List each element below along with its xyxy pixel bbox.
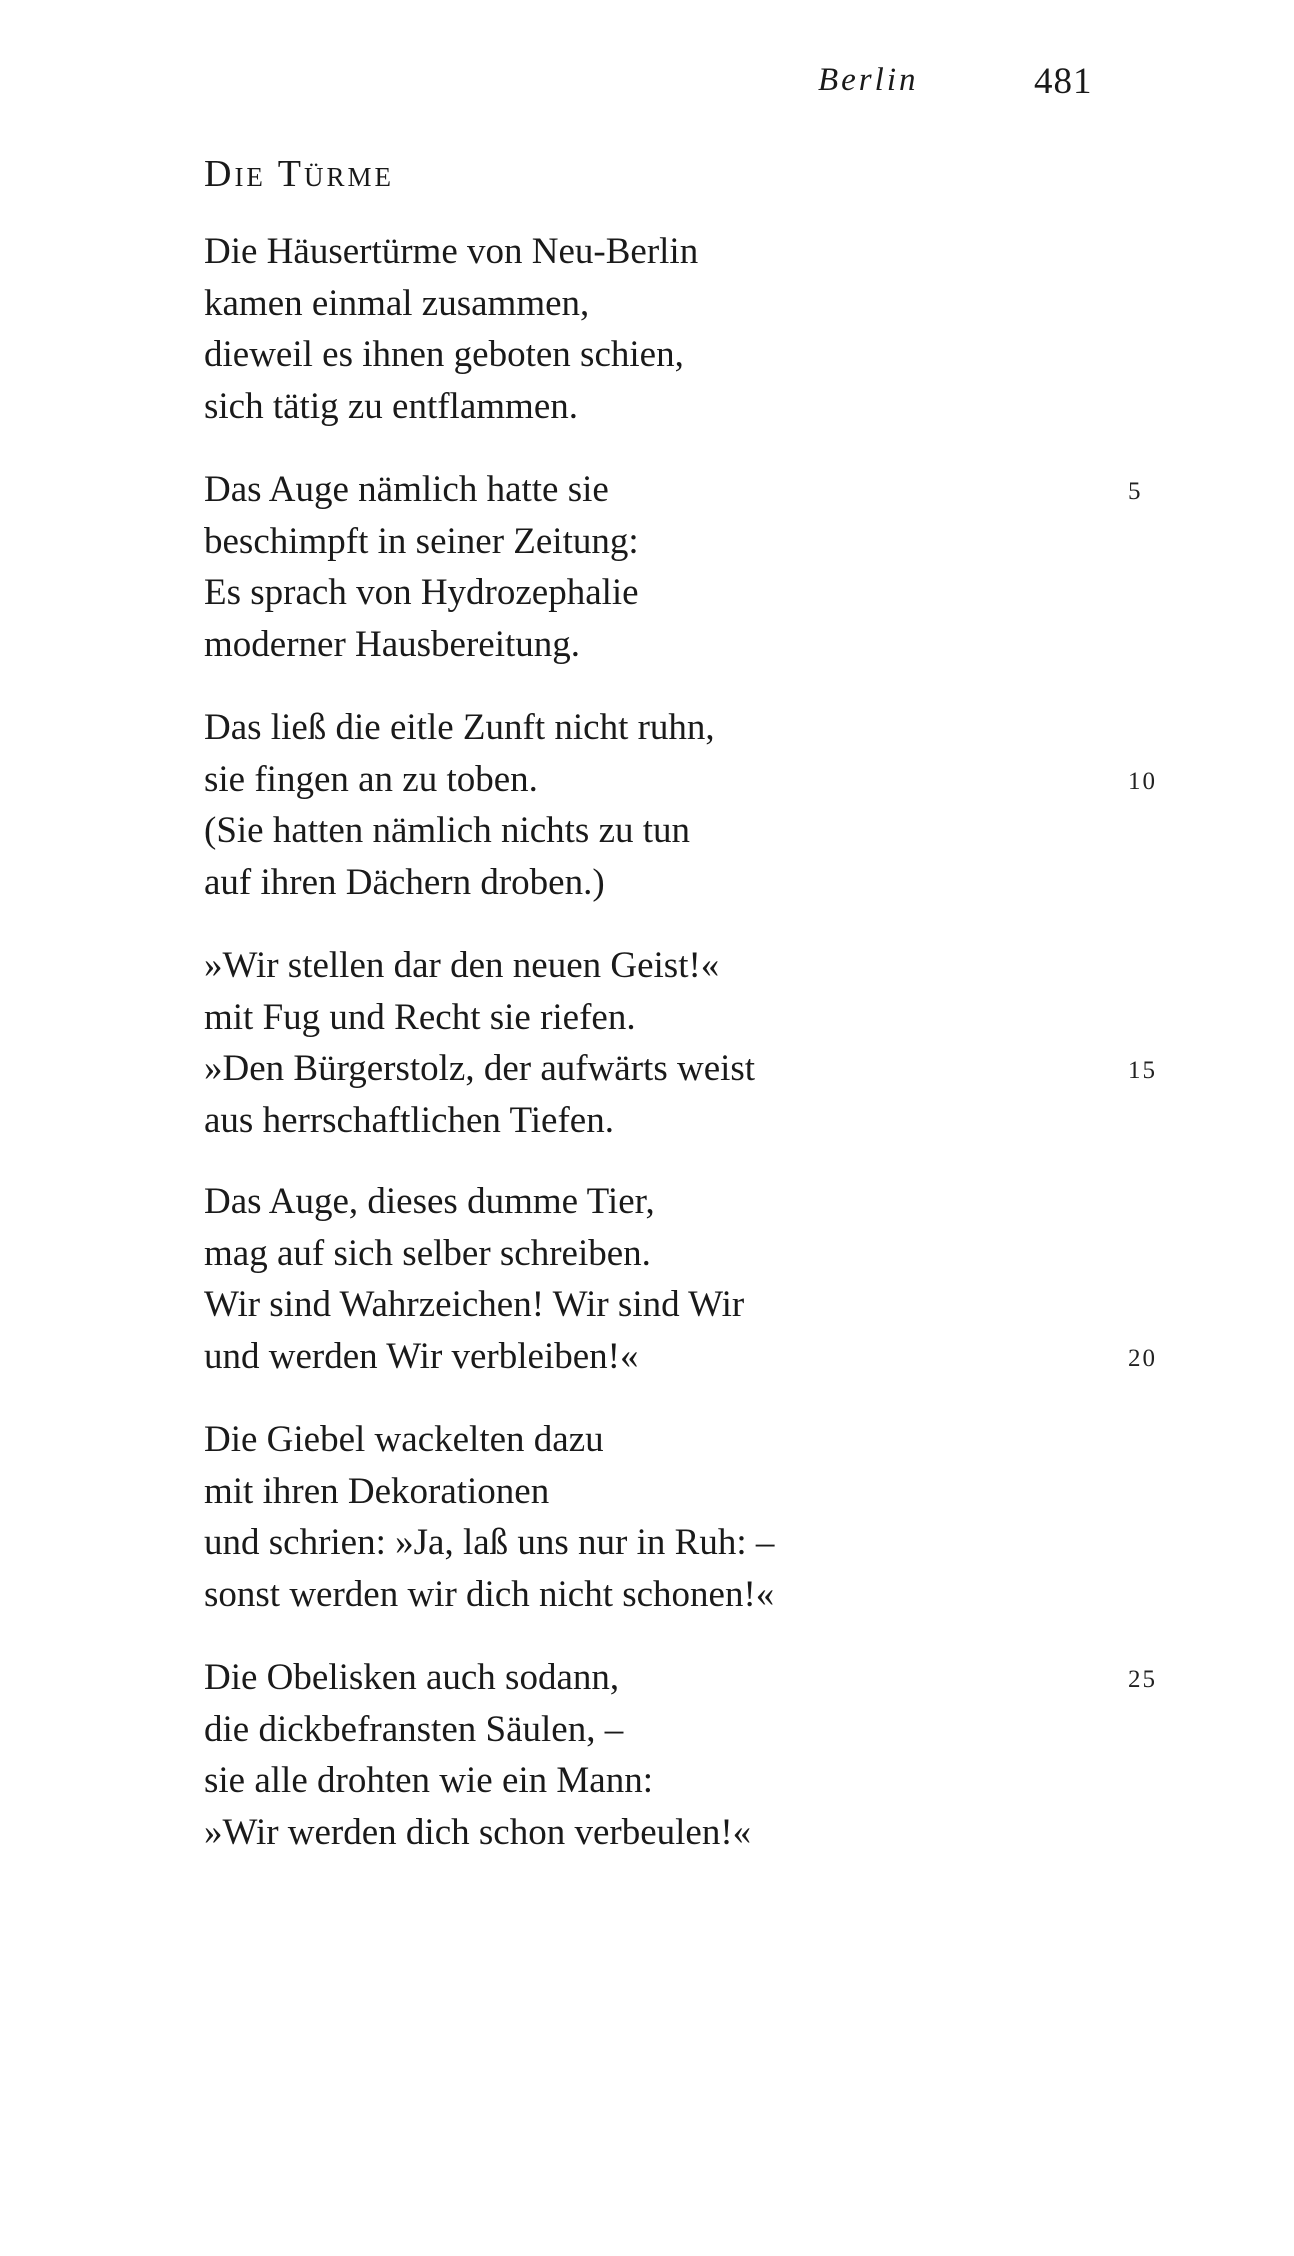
line-text: mit ihren Dekorationen bbox=[204, 1470, 550, 1512]
poem-line bbox=[204, 702, 1204, 754]
line-text: »Wir stellen dar den neuen Geist!« bbox=[204, 945, 720, 986]
line-text: Die Häusertürme von Neu-Berlin bbox=[204, 231, 699, 272]
stanza-7 bbox=[204, 1652, 1204, 1858]
stanza-3 bbox=[204, 702, 1204, 908]
line-text: sie fingen an zu toben. bbox=[204, 758, 538, 800]
line-text: mag auf sich selber schreiben. bbox=[204, 1232, 651, 1274]
poem-line bbox=[204, 1517, 1204, 1569]
stanza-1 bbox=[204, 226, 1204, 432]
stanza-4 bbox=[204, 940, 1204, 1146]
line-text: kamen einmal zusammen, bbox=[204, 282, 590, 324]
poem-line bbox=[204, 1466, 1204, 1518]
stanza-2 bbox=[204, 464, 1204, 670]
line-number: 10 bbox=[1128, 767, 1157, 795]
page-number: 481 bbox=[1034, 61, 1093, 102]
line-text: Die Giebel wackelten dazu bbox=[204, 1419, 604, 1460]
poem-line bbox=[204, 805, 1204, 857]
line-text: auf ihren Dächern droben.) bbox=[204, 861, 605, 903]
line-text: mit Fug und Recht sie riefen. bbox=[204, 996, 636, 1038]
poem-line bbox=[204, 381, 1204, 433]
line-text: dieweil es ihnen geboten schien, bbox=[204, 334, 684, 375]
poem-line bbox=[204, 754, 1204, 806]
poem-line bbox=[204, 1043, 1204, 1095]
poem-line bbox=[204, 1414, 1204, 1466]
stanza-6 bbox=[204, 1414, 1204, 1620]
poem-line bbox=[204, 1755, 1204, 1807]
running-title: Berlin bbox=[818, 62, 919, 98]
poem-line bbox=[204, 1279, 1204, 1331]
poem-line bbox=[204, 1807, 1204, 1859]
line-text: Die Obelisken auch sodann, bbox=[204, 1657, 620, 1698]
poem-line bbox=[204, 1228, 1204, 1280]
line-text: Wir sind Wahrzeichen! Wir sind Wir bbox=[204, 1284, 745, 1325]
line-text: moderner Hausbereitung. bbox=[204, 623, 581, 665]
line-text: (Sie hatten nämlich nichts zu tun bbox=[204, 810, 691, 851]
poem-line bbox=[204, 1176, 1204, 1228]
poem-line bbox=[204, 1569, 1204, 1621]
poem-line bbox=[204, 1652, 1204, 1704]
line-text: aus herrschaftlichen Tiefen. bbox=[204, 1099, 614, 1141]
poem-line bbox=[204, 464, 1204, 516]
line-text: und werden Wir verbleiben!« bbox=[204, 1335, 639, 1377]
line-text: Das Auge, dieses dumme Tier, bbox=[204, 1181, 655, 1222]
line-number: 15 bbox=[1128, 1057, 1157, 1084]
line-text: und schrien: »Ja, laß uns nur in Ruh: – bbox=[204, 1522, 775, 1563]
poem-line bbox=[204, 329, 1204, 381]
line-number: 25 bbox=[1128, 1666, 1157, 1693]
line-text: die dickbefransten Säulen, – bbox=[204, 1708, 624, 1750]
line-text: sie alle drohten wie ein Mann: bbox=[204, 1760, 654, 1801]
poem-line bbox=[204, 940, 1204, 992]
line-number: 5 bbox=[1128, 478, 1143, 505]
poem-line bbox=[204, 619, 1204, 671]
poem-line bbox=[204, 1095, 1204, 1147]
poem-line bbox=[204, 278, 1204, 330]
line-text: Das ließ die eitle Zunft nicht ruhn, bbox=[204, 707, 715, 748]
line-text: sich tätig zu entflammen. bbox=[204, 385, 578, 427]
line-text: »Wir werden dich schon verbeulen!« bbox=[204, 1811, 752, 1853]
line-text: beschimpft in seiner Zeitung: bbox=[204, 520, 639, 562]
line-text: sonst werden wir dich nicht schonen!« bbox=[204, 1573, 775, 1615]
line-text: Das Auge nämlich hatte sie bbox=[204, 469, 609, 510]
poem-line bbox=[204, 567, 1204, 619]
poem-title: Die Türme bbox=[204, 153, 394, 195]
poem-line bbox=[204, 992, 1204, 1044]
stanza-5 bbox=[204, 1176, 1204, 1382]
poem-line bbox=[204, 857, 1204, 909]
poem-line bbox=[204, 1331, 1204, 1383]
poem-line bbox=[204, 516, 1204, 568]
line-number: 20 bbox=[1128, 1344, 1157, 1372]
running-head bbox=[0, 58, 1294, 108]
poem-line bbox=[204, 226, 1204, 278]
poem-line bbox=[204, 1704, 1204, 1756]
line-text: »Den Bürgerstolz, der aufwärts weist bbox=[204, 1048, 756, 1089]
line-text: Es sprach von Hydrozephalie bbox=[204, 572, 639, 613]
